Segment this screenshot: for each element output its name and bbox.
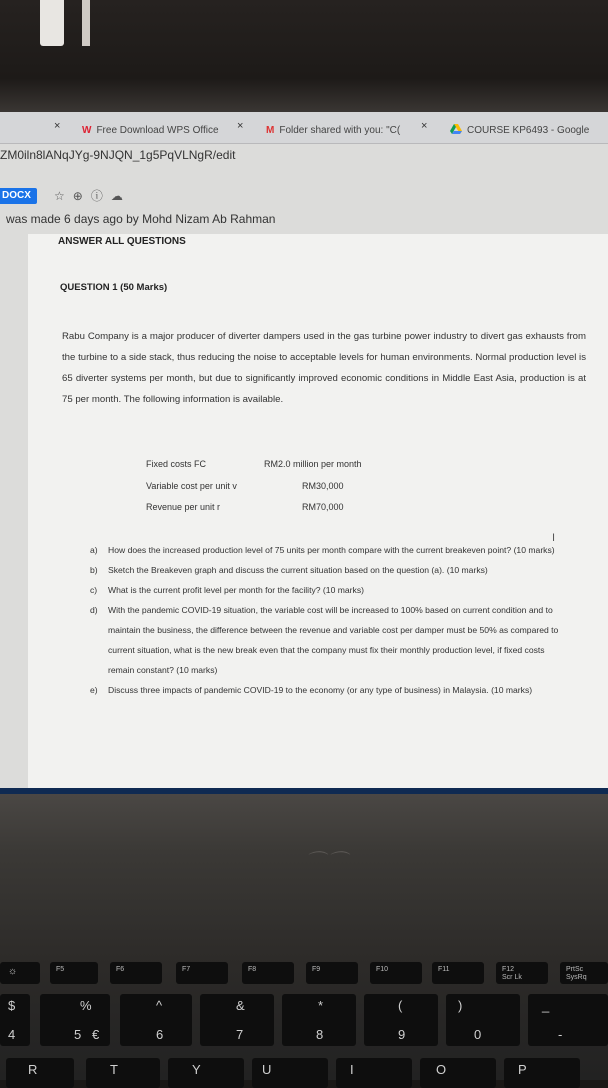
key-bottom: 5 [74,1027,82,1042]
key-9 [364,994,438,1046]
key-8 [282,994,356,1046]
key-label: F10 [376,966,389,973]
list-item [86,680,570,700]
tab-wps[interactable] [82,118,219,142]
key-label: F12 [502,966,515,973]
bezel-light-reflection [40,0,64,46]
key-top: $ [8,998,16,1013]
tab-label: Free Download WPS Office [96,124,219,136]
key-label: F5 [56,966,65,973]
item-letter: a) [90,545,98,555]
item-letter: c) [90,585,98,595]
key-letter: Y [192,1062,201,1077]
item-text: How does the increased production level of 75 units per month compare with the current breakeven point? (10 marks) [108,545,555,555]
key-label: F11 [438,966,450,973]
fact-label: Variable cost per unit v [146,481,237,491]
laptop-logo: ⌒⌒ [305,851,349,873]
tab-gmail[interactable] [266,118,400,142]
key-top: & [236,998,245,1013]
key-sublabel: Scr Lk [502,974,522,981]
key-t [86,1058,160,1088]
tab-label: COURSE KP6493 - Google [467,124,590,136]
key-label: F9 [312,966,321,973]
key-top: ) [458,998,463,1013]
key-f9 [306,962,358,984]
browser-tab-bar [0,112,608,144]
google-drive-icon [450,124,462,137]
document-page [28,234,608,794]
fact-value: RM2.0 million per month [264,459,362,469]
fact-value: RM70,000 [302,502,344,512]
text-cursor-icon: I [552,532,556,544]
question-list [86,540,570,700]
key-prtsc [560,962,608,984]
key-label: F6 [116,966,125,973]
key-f7 [176,962,228,984]
doc-title-icons [54,187,131,204]
key-i [336,1058,412,1088]
key-bottom: 8 [316,1027,324,1042]
key-u [252,1058,328,1088]
fact-value: RM30,000 [302,481,344,491]
key-f6 [110,962,162,984]
key-letter: O [436,1062,447,1077]
item-text: What is the current profit level per month for the facility? (10 marks) [108,585,364,595]
key-letter: I [350,1062,354,1077]
gmail-icon: M [266,124,275,136]
laptop-screen [0,112,608,794]
star-icon[interactable]: ☆ [54,189,73,203]
key-0 [446,994,520,1046]
key-letter: R [28,1062,38,1077]
key-o [420,1058,496,1088]
url-text: ZM0iln8lANqJYg-9NJQN_1g5PqVLNgR/edit [0,148,236,162]
screen-bezel [0,0,608,112]
fact-label: Revenue per unit r [146,502,221,512]
doc-toolbar [0,184,608,210]
tab-close-icon[interactable]: × [237,120,244,132]
item-letter: e) [90,685,98,695]
docx-badge: DOCX [0,188,37,204]
bezel-light-reflection-2 [82,0,90,46]
fact-label: Fixed costs FC [146,459,207,469]
key-f5 [50,962,98,984]
tab-close-icon[interactable]: × [54,120,61,132]
key-4 [0,994,30,1046]
item-text: Sketch the Breakeven graph and discuss the current situation based on the question (a). (10 marks) [108,565,488,575]
key-bottom: 9 [398,1027,406,1042]
tab-label: Folder shared with you: "C( [279,124,401,136]
key-letter: U [262,1062,272,1077]
key-f12 [496,962,548,984]
key-r [6,1058,74,1088]
key-top: ( [398,998,403,1013]
key-top: % [80,998,92,1013]
key-p [504,1058,580,1088]
last-edit-notice[interactable]: was made 6 days ago by Mohd Nizam Ab Rahman [6,212,276,226]
key-5 [40,994,110,1046]
item-text: Discuss three impacts of pandemic COVID-19 to the economy (or any type of business) in Malaysia. (10 marks) [108,685,533,695]
key-top: _ [542,998,550,1013]
question-title: QUESTION 1 (50 Marks) [60,282,168,293]
list-item [86,600,570,680]
key-bottom: 0 [474,1027,482,1042]
key-brightness: ☼ [0,962,40,984]
address-bar[interactable] [0,148,608,172]
item-letter: b) [90,565,98,575]
list-item [86,560,570,580]
key-alt: € [92,1027,100,1042]
info-icon[interactable]: ⓘ [90,189,111,203]
key-bottom: 7 [236,1027,244,1042]
key-letter: P [518,1062,527,1077]
list-item [86,540,570,560]
item-text: With the pandemic COVID-19 situation, the variable cost will be increased to 100% based on current condition and to maintain the business, the difference between the revenue and variable cost per damper must be 50% as compared to current situation, what is the new break even that the company must fix their monthly production level, if fixed costs remain constant? (10 marks) [108,605,559,675]
list-item [86,580,570,600]
key-label: F7 [182,966,191,973]
key-f8 [242,962,294,984]
key-label: F8 [248,966,257,973]
key-f10 [370,962,422,984]
intro-paragraph: Rabu Company is a major producer of diverter dampers used in the gas turbine power industry to divert gas exhausts from the turbine to a side stack, thus reducing the noise to acceptable levels for human environments. Normal production level is 65 diverter systems per month, but due to significantly improved economic conditions in Middle East Asia, production is at 75 per month. The following information is available. [62,331,586,405]
key-sublabel: SysRq [566,974,587,981]
key-letter: T [110,1062,118,1077]
item-letter: d) [90,605,98,615]
key-bottom: - [558,1027,563,1042]
key-label: PrtSc [566,966,584,973]
answer-all-heading: ANSWER ALL QUESTIONS [58,236,186,247]
key-7 [200,994,274,1046]
key-bottom: 6 [156,1027,164,1042]
cloud-icon[interactable]: ☁ [110,189,131,203]
key-6 [120,994,192,1046]
move-icon[interactable]: ⊕ [72,189,91,203]
key-bottom: 4 [8,1027,16,1042]
key-minus [528,994,608,1046]
tab-google-drive[interactable] [450,118,589,142]
key-top: ^ [156,998,163,1013]
wps-icon: W [82,124,92,136]
key-y [168,1058,244,1088]
key-f11 [432,962,484,984]
tab-close-icon[interactable]: × [421,120,428,132]
key-top: * [318,998,324,1013]
